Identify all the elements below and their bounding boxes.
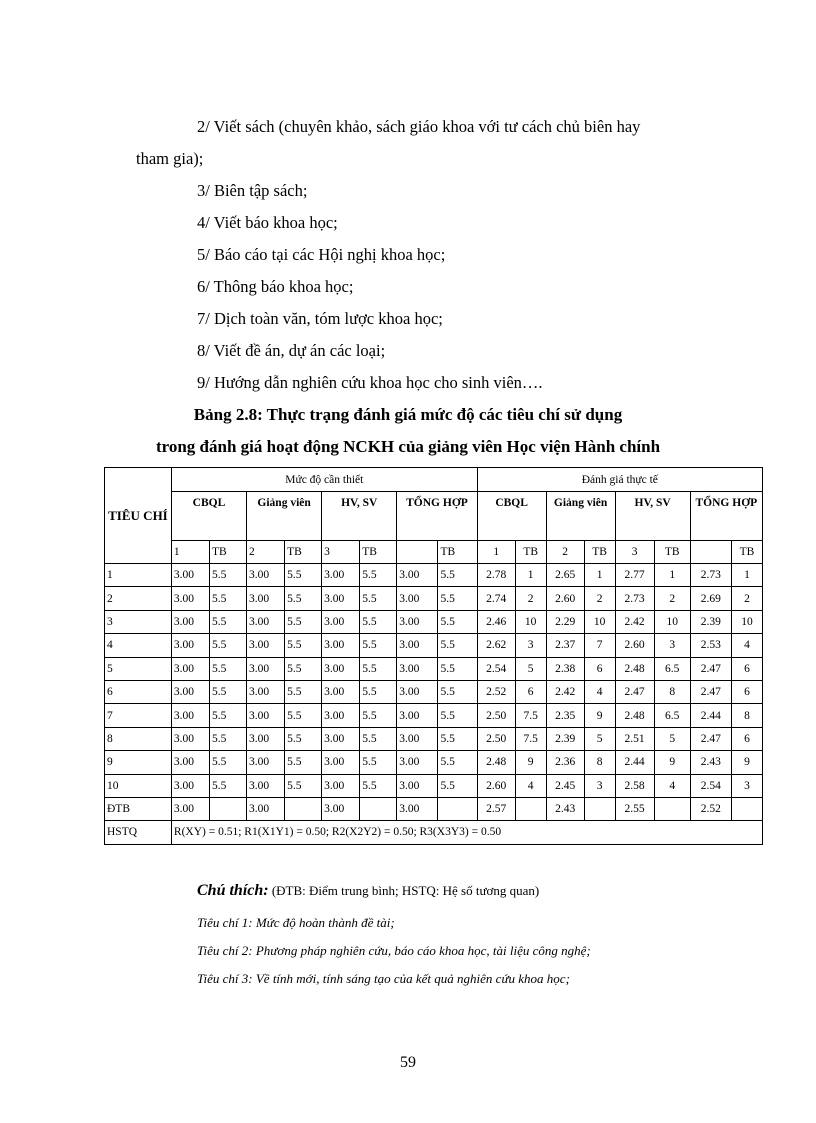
table-cell: 2.52 bbox=[690, 797, 731, 820]
table-cell: 5.5 bbox=[438, 587, 477, 610]
table-cell: 3 bbox=[515, 634, 546, 657]
table-cell: 3.00 bbox=[397, 774, 438, 797]
table-cell: 2.47 bbox=[690, 657, 731, 680]
column-header: 2 bbox=[247, 541, 285, 564]
table-cell: 5.5 bbox=[285, 564, 322, 587]
table-cell: 5.5 bbox=[285, 727, 322, 750]
table-cell: 6.5 bbox=[654, 657, 690, 680]
table-cell: 5.5 bbox=[285, 680, 322, 703]
list-item-2: 2/ Viết sách (chuyên khảo, sách giáo khoa với tư cách chủ biên hay bbox=[197, 117, 641, 136]
table-cell: 1 bbox=[584, 564, 615, 587]
column-header: TB bbox=[360, 541, 397, 564]
table-cell: 10 bbox=[654, 610, 690, 633]
table-cell: 2.60 bbox=[615, 634, 654, 657]
table-row bbox=[105, 774, 763, 797]
table-cell: 2.38 bbox=[546, 657, 584, 680]
table-cell: 2.54 bbox=[690, 774, 731, 797]
table-cell: 5.5 bbox=[209, 564, 246, 587]
list-item-7: 7/ Dịch toàn văn, tóm lược khoa học; bbox=[197, 309, 443, 328]
table-cell: 10 bbox=[515, 610, 546, 633]
table-cell: 5.5 bbox=[360, 774, 397, 797]
table-cell: 2.55 bbox=[615, 797, 654, 820]
table-cell: 1 bbox=[654, 564, 690, 587]
list-item-8: 8/ Viết đề án, dự án các loại; bbox=[197, 341, 386, 360]
table-cell: 3.00 bbox=[247, 657, 285, 680]
table-cell: 9 bbox=[731, 751, 762, 774]
table-row bbox=[105, 680, 763, 703]
table-cell: 5 bbox=[654, 727, 690, 750]
table-cell: 5.5 bbox=[438, 680, 477, 703]
table-cell: 7.5 bbox=[515, 727, 546, 750]
hstq-label: HSTQ bbox=[105, 821, 172, 844]
table-cell: 3.00 bbox=[247, 704, 285, 727]
table-cell: 3.00 bbox=[397, 751, 438, 774]
row-label: 10 bbox=[105, 774, 172, 797]
table-cell: 2.50 bbox=[477, 727, 515, 750]
column-header: 2 bbox=[546, 541, 584, 564]
table-cell: 7.5 bbox=[515, 704, 546, 727]
table-cell: 10 bbox=[731, 610, 762, 633]
table-cell: 2 bbox=[654, 587, 690, 610]
table-cell: 5.5 bbox=[360, 610, 397, 633]
table-cell: 3 bbox=[654, 634, 690, 657]
table-row bbox=[105, 610, 763, 633]
data-table bbox=[104, 467, 763, 845]
table-caption-line1: Bảng 2.8: Thực trạng đánh giá mức độ các tiêu chí sử dụng bbox=[193, 405, 623, 424]
table-cell: 3 bbox=[584, 774, 615, 797]
sub-header: HV, SV bbox=[322, 492, 397, 541]
column-header: 1 bbox=[477, 541, 515, 564]
table-row bbox=[105, 797, 763, 820]
table-cell: 2.42 bbox=[546, 680, 584, 703]
table-cell: 5.5 bbox=[360, 657, 397, 680]
table-cell: 2.65 bbox=[546, 564, 584, 587]
table-cell: 3.00 bbox=[171, 774, 209, 797]
table-cell: 2.43 bbox=[546, 797, 584, 820]
row-label: 9 bbox=[105, 751, 172, 774]
column-header: 3 bbox=[615, 541, 654, 564]
group-header-can-thiet: Mức độ cần thiết bbox=[171, 468, 477, 492]
column-header: TB bbox=[654, 541, 690, 564]
table-cell: 5.5 bbox=[285, 610, 322, 633]
table-cell: 5.5 bbox=[209, 774, 246, 797]
table-cell: 2.51 bbox=[615, 727, 654, 750]
table-cell: 2.47 bbox=[690, 680, 731, 703]
column-header bbox=[397, 541, 438, 564]
table-row bbox=[105, 634, 763, 657]
table-cell: 3.00 bbox=[247, 751, 285, 774]
table-cell: 9 bbox=[515, 751, 546, 774]
table-cell: 5.5 bbox=[438, 657, 477, 680]
column-header: TB bbox=[515, 541, 546, 564]
table-cell: 2.44 bbox=[615, 751, 654, 774]
table-cell: 2.39 bbox=[546, 727, 584, 750]
table-cell: 5.5 bbox=[360, 587, 397, 610]
table-cell: 2 bbox=[584, 587, 615, 610]
sub-header: CBQL bbox=[171, 492, 246, 541]
table-cell: 5 bbox=[515, 657, 546, 680]
table-cell: 3.00 bbox=[171, 657, 209, 680]
table-cell: 5.5 bbox=[438, 751, 477, 774]
table-cell: 5.5 bbox=[360, 564, 397, 587]
table-cell: 3.00 bbox=[322, 657, 360, 680]
table-cell: 3.00 bbox=[247, 587, 285, 610]
table-cell: 3.00 bbox=[247, 564, 285, 587]
table-cell: 2.73 bbox=[615, 587, 654, 610]
table-cell: 5.5 bbox=[360, 680, 397, 703]
table-cell: 2.77 bbox=[615, 564, 654, 587]
page-number: 59 bbox=[400, 1054, 416, 1071]
table-cell: 3.00 bbox=[171, 751, 209, 774]
table-cell: 3.00 bbox=[247, 610, 285, 633]
table-cell: 2.36 bbox=[546, 751, 584, 774]
row-label: 8 bbox=[105, 727, 172, 750]
table-cell: 5.5 bbox=[360, 634, 397, 657]
table-cell: 5.5 bbox=[209, 727, 246, 750]
table-cell: 3.00 bbox=[247, 797, 285, 820]
table-cell: 2.42 bbox=[615, 610, 654, 633]
table-cell: 2.78 bbox=[477, 564, 515, 587]
notes-title: Chú thích: bbox=[197, 882, 269, 899]
table-cell: 3.00 bbox=[171, 610, 209, 633]
table-cell: 4 bbox=[731, 634, 762, 657]
table-cell: 2.74 bbox=[477, 587, 515, 610]
tieu-chi-header: TIÊU CHÍ bbox=[105, 468, 172, 564]
table-cell bbox=[584, 797, 615, 820]
table-cell bbox=[438, 797, 477, 820]
table-cell: 3.00 bbox=[322, 774, 360, 797]
table-cell: 6 bbox=[731, 657, 762, 680]
table-cell: 2.39 bbox=[690, 610, 731, 633]
column-header: 1 bbox=[171, 541, 209, 564]
table-cell: 3.00 bbox=[322, 727, 360, 750]
table-cell: 2.58 bbox=[615, 774, 654, 797]
hstq-row bbox=[105, 821, 763, 844]
table-cell: 3.00 bbox=[171, 727, 209, 750]
group-header-thuc-te: Đánh giá thực tế bbox=[477, 468, 762, 492]
table-cell: 2.57 bbox=[477, 797, 515, 820]
table-cell: 5.5 bbox=[209, 587, 246, 610]
column-header: TB bbox=[584, 541, 615, 564]
table-cell: 7 bbox=[584, 634, 615, 657]
table-cell: 5.5 bbox=[209, 680, 246, 703]
table-cell: 2.35 bbox=[546, 704, 584, 727]
table-cell: 2.37 bbox=[546, 634, 584, 657]
table-cell: 2.69 bbox=[690, 587, 731, 610]
row-label: 5 bbox=[105, 657, 172, 680]
table-cell: 3.00 bbox=[397, 797, 438, 820]
table-cell: 5 bbox=[584, 727, 615, 750]
table-cell: 3.00 bbox=[397, 680, 438, 703]
table-cell: 1 bbox=[515, 564, 546, 587]
table-cell: 3.00 bbox=[397, 727, 438, 750]
table-cell: 1 bbox=[731, 564, 762, 587]
table-cell: 5.5 bbox=[285, 704, 322, 727]
sub-header: CBQL bbox=[477, 492, 546, 541]
sub-header: Giảng viên bbox=[247, 492, 322, 541]
table-cell: 3.00 bbox=[247, 634, 285, 657]
column-header: TB bbox=[438, 541, 477, 564]
table-row bbox=[105, 704, 763, 727]
table-cell: 3.00 bbox=[247, 680, 285, 703]
table-cell: 5.5 bbox=[438, 564, 477, 587]
table-cell: 2.53 bbox=[690, 634, 731, 657]
table-cell: 3.00 bbox=[397, 634, 438, 657]
table-cell bbox=[285, 797, 322, 820]
table-cell: 6 bbox=[731, 680, 762, 703]
table-cell: 2.43 bbox=[690, 751, 731, 774]
table-cell: 3.00 bbox=[322, 680, 360, 703]
table-cell: 6 bbox=[731, 727, 762, 750]
table-cell: 5.5 bbox=[360, 727, 397, 750]
table-cell: 2.52 bbox=[477, 680, 515, 703]
row-label: ĐTB bbox=[105, 797, 172, 820]
table-cell: 3.00 bbox=[397, 564, 438, 587]
row-label: 6 bbox=[105, 680, 172, 703]
note-item: Tiêu chí 2: Phương pháp nghiên cứu, báo cáo khoa học, tài liệu công nghệ; bbox=[197, 943, 591, 958]
table-cell: 4 bbox=[654, 774, 690, 797]
table-cell: 3.00 bbox=[322, 797, 360, 820]
hstq-value: R(XY) = 0.51; R1(X1Y1) = 0.50; R2(X2Y2) = 0.50; R3(X3Y3) = 0.50 bbox=[171, 821, 762, 844]
table-cell: 2.47 bbox=[615, 680, 654, 703]
list-item-2-cont: tham gia); bbox=[136, 149, 204, 168]
table-cell: 4 bbox=[515, 774, 546, 797]
list-item-5: 5/ Báo cáo tại các Hội nghị khoa học; bbox=[197, 245, 446, 264]
table-cell: 8 bbox=[584, 751, 615, 774]
table-row bbox=[105, 751, 763, 774]
column-header: TB bbox=[285, 541, 322, 564]
table-cell: 3 bbox=[731, 774, 762, 797]
column-header: TB bbox=[209, 541, 246, 564]
table-cell: 9 bbox=[654, 751, 690, 774]
table-cell: 5.5 bbox=[209, 634, 246, 657]
table-cell: 3.00 bbox=[397, 587, 438, 610]
table-cell: 2.62 bbox=[477, 634, 515, 657]
table-cell: 2.44 bbox=[690, 704, 731, 727]
table-cell: 2.45 bbox=[546, 774, 584, 797]
column-header: TB bbox=[731, 541, 762, 564]
table-cell bbox=[654, 797, 690, 820]
list-item-6: 6/ Thông báo khoa học; bbox=[197, 277, 354, 296]
notes-legend: (ĐTB: Điểm trung bình; HSTQ: Hệ số tương quan) bbox=[271, 883, 540, 898]
table-cell: 3.00 bbox=[171, 797, 209, 820]
table-cell: 6 bbox=[515, 680, 546, 703]
table-cell: 2.73 bbox=[690, 564, 731, 587]
table-cell: 3.00 bbox=[247, 727, 285, 750]
table-cell: 5.5 bbox=[209, 704, 246, 727]
list-item-9: 9/ Hướng dẫn nghiên cứu khoa học cho sinh viên…. bbox=[197, 373, 543, 392]
notes-header bbox=[197, 882, 539, 900]
table-cell: 2.48 bbox=[477, 751, 515, 774]
table-cell: 5.5 bbox=[285, 751, 322, 774]
table-cell: 3.00 bbox=[397, 704, 438, 727]
table-row bbox=[105, 727, 763, 750]
table-cell: 3.00 bbox=[322, 634, 360, 657]
table-cell: 5.5 bbox=[285, 634, 322, 657]
table-row bbox=[105, 657, 763, 680]
table-cell: 2.29 bbox=[546, 610, 584, 633]
table-cell: 9 bbox=[584, 704, 615, 727]
table-cell: 2.60 bbox=[477, 774, 515, 797]
table-cell: 5.5 bbox=[209, 657, 246, 680]
sub-header: TỔNG HỢP bbox=[397, 492, 477, 541]
table-cell bbox=[360, 797, 397, 820]
table-cell: 3.00 bbox=[171, 704, 209, 727]
table-cell: 3.00 bbox=[397, 657, 438, 680]
row-label: 3 bbox=[105, 610, 172, 633]
table-cell: 5.5 bbox=[285, 774, 322, 797]
table-cell: 3.00 bbox=[171, 634, 209, 657]
table-cell: 5.5 bbox=[285, 587, 322, 610]
table-cell: 6 bbox=[584, 657, 615, 680]
table-cell: 2.46 bbox=[477, 610, 515, 633]
table-cell: 3.00 bbox=[247, 774, 285, 797]
table-cell: 8 bbox=[731, 704, 762, 727]
table-cell: 2.47 bbox=[690, 727, 731, 750]
row-label: 2 bbox=[105, 587, 172, 610]
table-cell: 3.00 bbox=[322, 610, 360, 633]
table-cell: 6.5 bbox=[654, 704, 690, 727]
table-row bbox=[105, 564, 763, 587]
table-cell: 2.54 bbox=[477, 657, 515, 680]
table-cell: 2.50 bbox=[477, 704, 515, 727]
note-item: Tiêu chí 3: Về tính mới, tính sáng tạo của kết quả nghiên cứu khoa học; bbox=[197, 971, 570, 986]
table-cell: 5.5 bbox=[209, 751, 246, 774]
table-cell: 8 bbox=[654, 680, 690, 703]
table-cell: 2.48 bbox=[615, 704, 654, 727]
row-label: 4 bbox=[105, 634, 172, 657]
table-cell: 2.60 bbox=[546, 587, 584, 610]
table-caption-line2: trong đánh giá hoạt động NCKH của giảng viên Học viện Hành chính bbox=[155, 437, 661, 456]
note-item: Tiêu chí 1: Mức độ hoàn thành đề tài; bbox=[197, 915, 395, 930]
table-cell: 3.00 bbox=[322, 564, 360, 587]
table-cell: 2.48 bbox=[615, 657, 654, 680]
table-cell: 3.00 bbox=[171, 564, 209, 587]
table-cell: 3.00 bbox=[171, 680, 209, 703]
sub-header: TỔNG HỢP bbox=[690, 492, 762, 541]
table-cell: 5.5 bbox=[285, 657, 322, 680]
row-label: 1 bbox=[105, 564, 172, 587]
table-cell bbox=[515, 797, 546, 820]
table-cell: 3.00 bbox=[322, 751, 360, 774]
sub-header: Giảng viên bbox=[546, 492, 615, 541]
table-cell: 5.5 bbox=[438, 774, 477, 797]
table-row bbox=[105, 587, 763, 610]
column-header bbox=[690, 541, 731, 564]
table-cell: 5.5 bbox=[360, 751, 397, 774]
table-cell: 3.00 bbox=[397, 610, 438, 633]
list-item-3: 3/ Biên tập sách; bbox=[197, 181, 308, 200]
column-header: 3 bbox=[322, 541, 360, 564]
table-cell: 3.00 bbox=[322, 704, 360, 727]
table-cell: 2 bbox=[515, 587, 546, 610]
table-cell bbox=[209, 797, 246, 820]
table-cell bbox=[731, 797, 762, 820]
table-cell: 5.5 bbox=[438, 610, 477, 633]
sub-header: HV, SV bbox=[615, 492, 690, 541]
row-label: 7 bbox=[105, 704, 172, 727]
table-cell: 3.00 bbox=[171, 587, 209, 610]
table-cell: 10 bbox=[584, 610, 615, 633]
list-item-4: 4/ Viết báo khoa học; bbox=[197, 213, 338, 232]
table-cell: 5.5 bbox=[360, 704, 397, 727]
table-cell: 4 bbox=[584, 680, 615, 703]
table-cell: 5.5 bbox=[209, 610, 246, 633]
table-cell: 3.00 bbox=[322, 587, 360, 610]
table-cell: 2 bbox=[731, 587, 762, 610]
table-cell: 5.5 bbox=[438, 634, 477, 657]
table-cell: 5.5 bbox=[438, 727, 477, 750]
table-cell: 5.5 bbox=[438, 704, 477, 727]
